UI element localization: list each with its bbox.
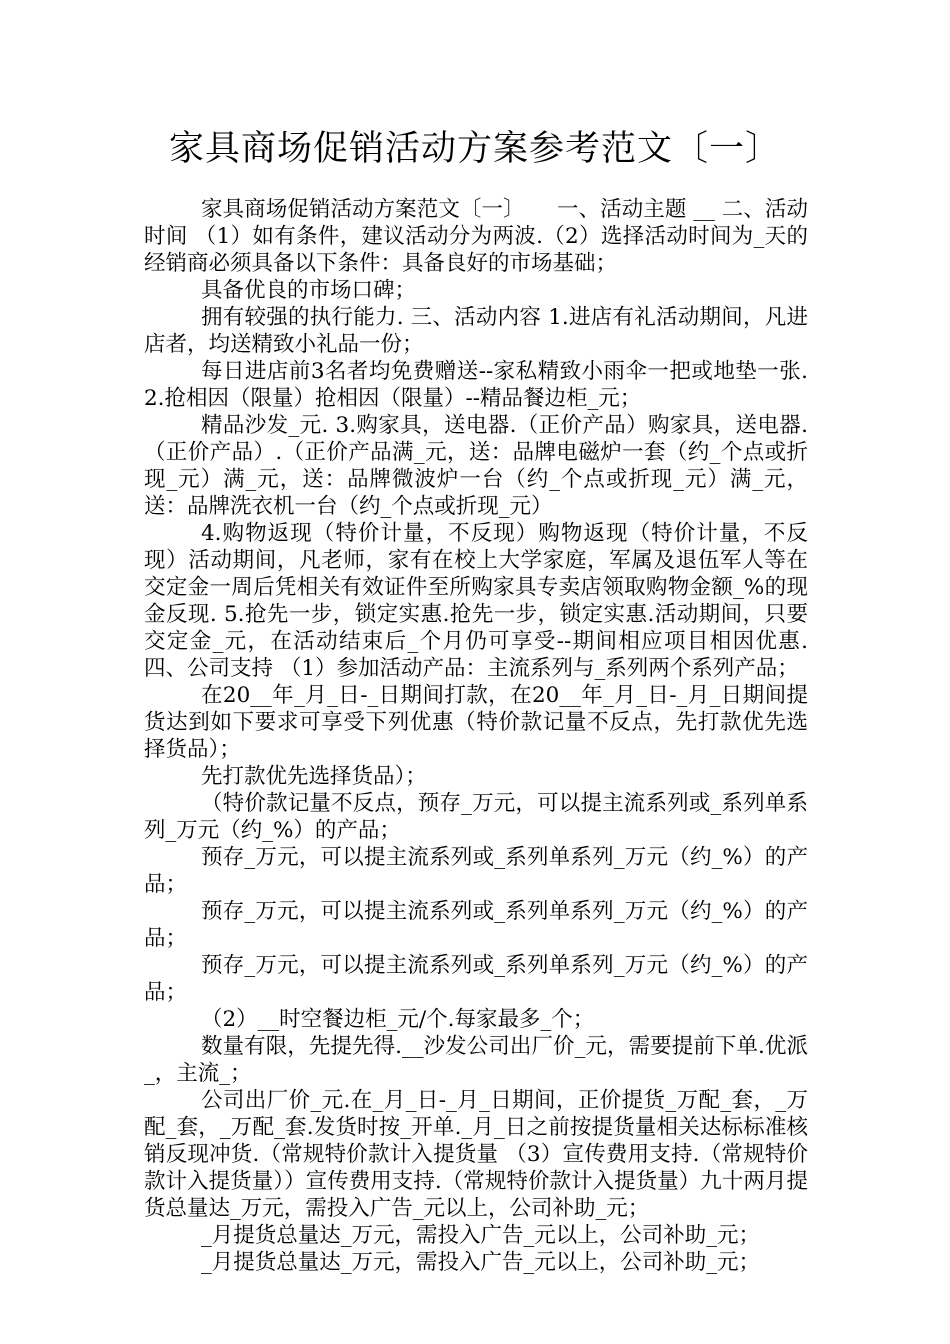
paragraph: 每日进店前3名者均免费赠送--家私精致小雨伞一把或地垫一张. 2.抢相因（限量）抢相因（限量）--精品餐边柜_元；	[144, 359, 808, 411]
paragraph: 预存_万元，可以提主流系列或_系列单系列_万元（约_%）的产品；	[144, 899, 808, 951]
paragraph: 数量有限，先提先得.__沙发公司出厂价_元，需要提前下单.优派_，主流_；	[144, 1034, 808, 1086]
paragraph: 具备优良的市场口碑；	[201, 278, 417, 303]
paragraph: 4.购物返现（特价计量，不反现）购物返现（特价计量，不反现）活动期间，凡老师，家有在校上大学家庭，军属及退伍军人等在交定金一周后凭相关有效证件至所购家具专卖店领取购物金额_%的现金反现. 5.抢先一步，锁定实惠.抢先一步，锁定实惠.活动期间，只要交定金_元，在活动结束后_个月仍可享受--期间相应项目相因优惠. 四、公司支持 （1）参加活动产品：主流系列与_系列两个系列产品；	[144, 521, 808, 681]
paragraph: 公司出厂价_元.在_月_日-_月_日期间，正价提货_万配_套，_万配_套，_万配_套.发货时按_开单._月_日之前按提货量相关达标标准核销反现冲货.（常规特价款计入提货量 （3）宣传费用支持.（常规特价款计入提货量））宣传费用支持.（常规特价款计入提货量）九十两月提货总量达_万元，需投入广告_元以上，公司补助_元；	[144, 1088, 808, 1221]
paragraph: 家具商场促销活动方案范文〔一〕 一、活动主题 __ 二、活动时间 （1）如有条件，建议活动分为两波.（2）选择活动时间为_天的经销商必须具备以下条件：具备良好的市场基础；	[144, 197, 808, 276]
paragraph: 预存_万元，可以提主流系列或_系列单系列_万元（约_%）的产品；	[144, 953, 808, 1005]
paragraph: （2）__时空餐边柜_元/个.每家最多_个；	[201, 1007, 595, 1032]
paragraph: 预存_万元，可以提主流系列或_系列单系列_万元（约_%）的产品；	[144, 845, 808, 897]
document-body	[144, 196, 808, 1276]
paragraph: （特价款记量不反点，预存_万元，可以提主流系列或_系列单系列_万元（约_%）的产品；	[144, 791, 808, 843]
paragraph: 精品沙发_元. 3.购家具，送电器.（正价产品）购家具，送电器.（正价产品）.（正价产品满_元，送：品牌电磁炉一套（约_个点或折现_元）满_元，送：品牌微波炉一台（约_个点或折现_元）满_元，送：品牌洗衣机一台（约_个点或折现_元）	[144, 413, 808, 519]
document-title: 家具商场促销活动方案参考范文〔一〕	[168, 129, 781, 169]
paragraph: _月提货总量达_万元，需投入广告_元以上，公司补助_元；	[201, 1223, 761, 1248]
paragraph: 在20__年_月_日-_日期间打款，在20__年_月_日-_月_日期间提货达到如下要求可享受下列优惠（特价款记量不反点，先打款优先选择货品）；	[144, 683, 808, 762]
paragraph: 先打款优先选择货品）；	[201, 764, 427, 789]
paragraph: _月提货总量达_万元，需投入广告_元以上，公司补助_元；	[201, 1250, 761, 1275]
paragraph: 拥有较强的执行能力. 三、活动内容 1.进店有礼活动期间，凡进店者，均送精致小礼品一份；	[144, 305, 808, 357]
